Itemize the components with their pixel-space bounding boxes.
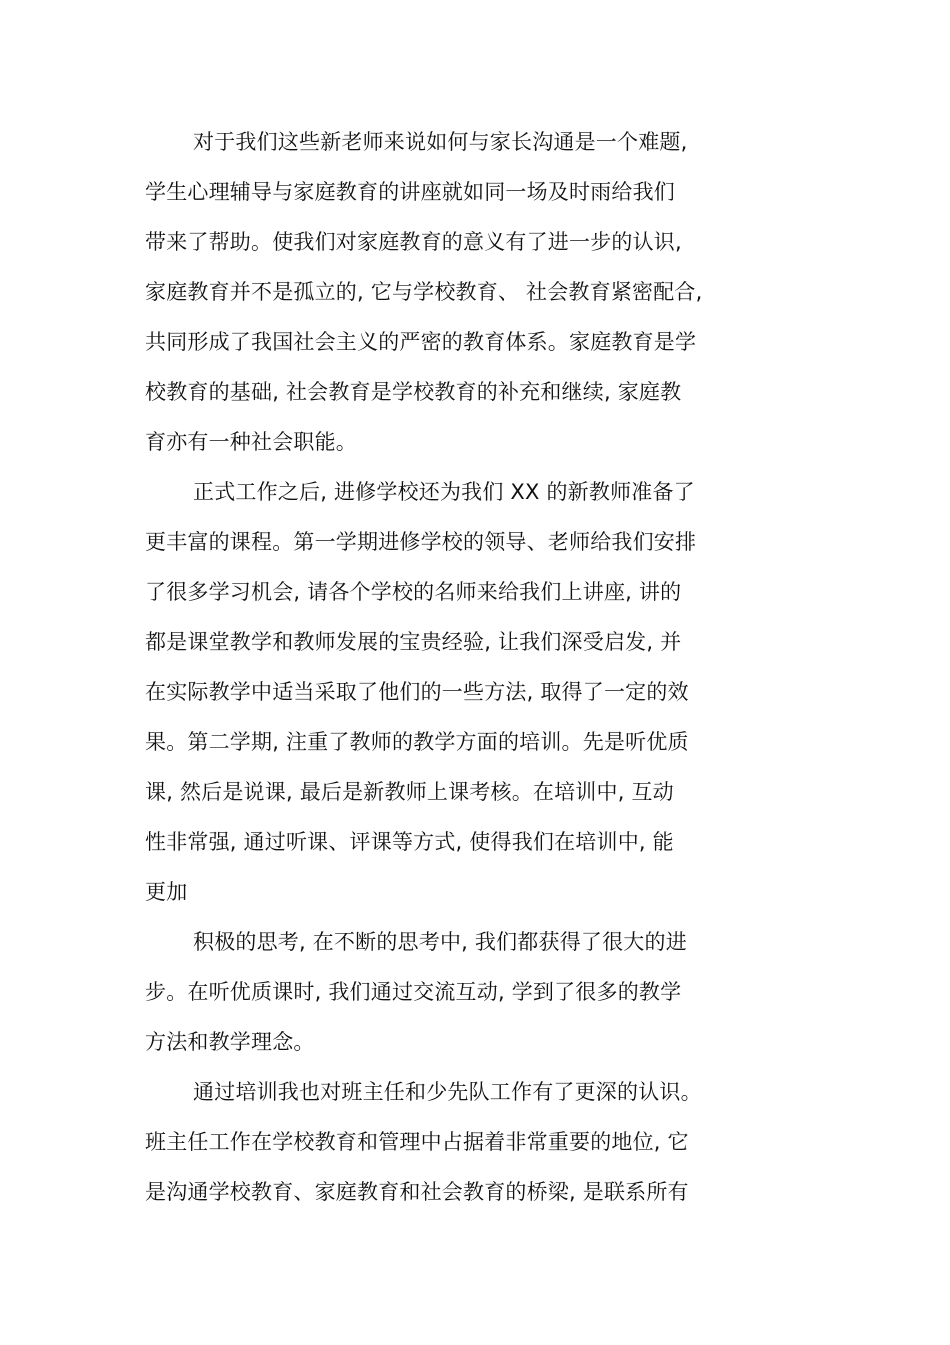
text-line: 是沟通学校教育、家庭教育和社会教育的桥梁, 是联系所有	[145, 1180, 689, 1204]
text-line: 正式工作之后, 进修学校还为我们 XX 的新教师准备了	[193, 480, 695, 504]
text-line: 更加	[145, 880, 188, 904]
text-line: 积极的思考, 在不断的思考中, 我们都获得了很大的进	[193, 930, 687, 954]
text-line: 更丰富的课程。第一学期进修学校的领导、老师给我们安排	[145, 530, 697, 554]
text-line: 带来了帮助。使我们对家庭教育的意义有了进一步的认识,	[145, 230, 682, 254]
text-line: 了很多学习机会, 请各个学校的名师来给我们上讲座, 讲的	[145, 580, 682, 604]
text-line: 果。第二学期, 注重了教师的教学方面的培训。先是听优质	[145, 730, 689, 754]
text-line: 方法和教学理念。	[145, 1030, 315, 1054]
text-line: 学生心理辅导与家庭教育的讲座就如同一场及时雨给我们	[145, 180, 675, 204]
text-line: 都是课堂教学和教师发展的宝贵经验, 让我们深受启发, 并	[145, 630, 682, 654]
text-line: 育亦有一种社会职能。	[145, 430, 357, 454]
text-line: 共同形成了我国社会主义的严密的教育体系。家庭教育是学	[145, 330, 697, 354]
text-line: 家庭教育并不是孤立的, 它与学校教育、 社会教育紧密配合,	[145, 280, 703, 304]
text-line: 班主任工作在学校教育和管理中占据着非常重要的地位, 它	[145, 1130, 689, 1154]
text-line: 对于我们这些新老师来说如何与家长沟通是一个难题,	[193, 130, 688, 154]
text-line: 在实际教学中适当采取了他们的一些方法, 取得了一定的效	[145, 680, 689, 704]
text-line: 校教育的基础, 社会教育是学校教育的补充和继续, 家庭教	[145, 380, 682, 404]
text-line: 课, 然后是说课, 最后是新教师上课考核。在培训中, 互动	[145, 780, 674, 804]
text-line: 步。在听优质课时, 我们通过交流互动, 学到了很多的教学	[145, 980, 682, 1004]
text-line: 性非常强, 通过听课、评课等方式, 使得我们在培训中, 能	[145, 830, 674, 854]
text-line: 通过培训我也对班主任和少先队工作有了更深的认识。	[193, 1080, 702, 1104]
